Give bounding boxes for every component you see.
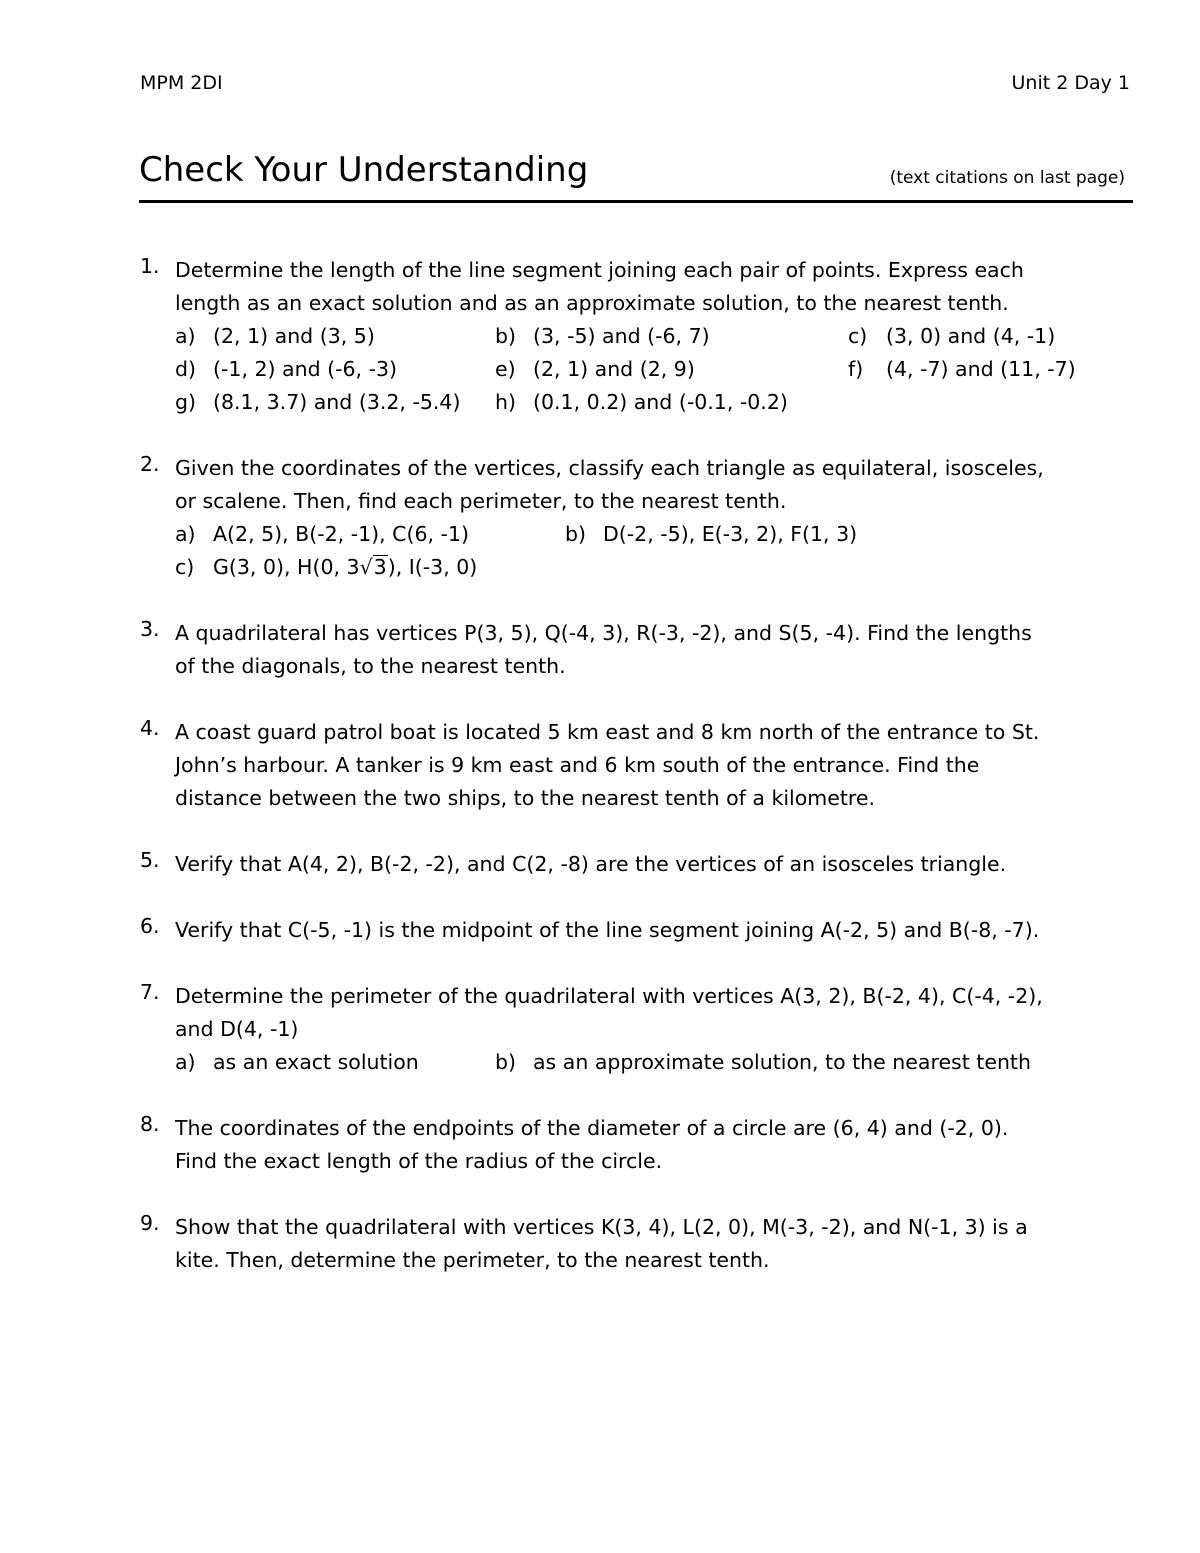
question-2 [140,452,1130,584]
part-e [495,353,695,386]
part-row [175,551,1130,584]
part-label: g) [175,390,197,414]
question-1 [140,254,1130,419]
part-row [175,353,1130,386]
part-row [175,518,1130,551]
part-text-after: ), I(-3, 0) [387,555,478,579]
question-3 [140,617,1130,683]
part-b [495,1046,1031,1079]
part-text-before: G(3, 0), H(0, 3 [213,555,360,579]
question-number: 4. [140,716,160,740]
question-number: 9. [140,1211,160,1235]
part-text: (2, 1) and (3, 5) [213,324,375,348]
part-text: (0.1, 0.2) and (-0.1, -0.2) [533,390,788,414]
question-4 [140,716,1130,815]
sqrt-symbol: √ [359,555,373,579]
question-9 [140,1211,1130,1277]
question-text-line: The coordinates of the endpoints of the diameter of a circle are (6, 4) and (-2, 0). [175,1116,1009,1140]
question-5 [140,848,1130,881]
question-number: 2. [140,452,160,476]
question-number: 6. [140,914,160,938]
question-text-line: Verify that C(-5, -1) is the midpoint of the line segment joining A(-2, 5) and B(-8, -7). [175,918,1040,942]
part-label: e) [495,357,516,381]
question-text-line: Find the exact length of the radius of the circle. [175,1149,663,1173]
question-number: 7. [140,980,160,1004]
part-label: a) [175,324,196,348]
question-text-line: kite. Then, determine the perimeter, to the nearest tenth. [175,1248,770,1272]
question-text-line: Determine the length of the line segment joining each pair of points. Express each [175,258,1024,282]
part-g [175,386,460,419]
question-number: 1. [140,254,160,278]
part-a [175,1046,419,1079]
part-text: (-1, 2) and (-6, -3) [213,357,398,381]
part-label: b) [495,1050,517,1074]
question-text-line: of the diagonals, to the nearest tenth. [175,654,566,678]
question-text-line: A quadrilateral has vertices P(3, 5), Q(-4, 3), R(-3, -2), and S(5, -4). Find the lengths [175,621,1032,645]
part-label: a) [175,1050,196,1074]
part-label: f) [848,357,864,381]
part-text: as an approximate solution, to the nearest tenth [533,1050,1031,1074]
title-row [139,144,1133,203]
question-text-line: and D(4, -1) [175,1017,299,1041]
question-7 [140,980,1130,1079]
question-text-line: distance between the two ships, to the nearest tenth of a kilometre. [175,786,875,810]
question-number: 8. [140,1112,160,1136]
part-a [175,320,375,353]
part-label: c) [848,324,868,348]
part-text: as an exact solution [213,1050,419,1074]
part-text: (3, 0) and (4, -1) [886,324,1056,348]
question-list [140,254,1130,1310]
part-text: (2, 1) and (2, 9) [533,357,695,381]
part-b [495,320,710,353]
part-f [848,353,1076,386]
question-text-line: Verify that A(4, 2), B(-2, -2), and C(2, -8) are the vertices of an isosceles triangle. [175,852,1007,876]
citation-note: (text citations on last page) [889,168,1125,188]
question-text-line: A coast guard patrol boat is located 5 km east and 8 km north of the entrance to St. [175,720,1040,744]
part-text: (3, -5) and (-6, 7) [533,324,710,348]
question-text-line: length as an exact solution and as an approximate solution, to the nearest tenth. [175,291,1009,315]
question-text-line: John’s harbour. A tanker is 9 km east and 6 km south of the entrance. Find the [175,753,980,777]
part-b [565,518,857,551]
course-code: MPM 2DI [140,72,223,94]
part-label: h) [495,390,516,414]
unit-day: Unit 2 Day 1 [1011,72,1130,94]
part-c [848,320,1055,353]
question-text-line: or scalene. Then, find each perimeter, to the nearest tenth. [175,489,787,513]
question-text-line: Show that the quadrilateral with vertices K(3, 4), L(2, 0), M(-3, -2), and N(-1, 3) is a [175,1215,1028,1239]
question-8 [140,1112,1130,1178]
part-row [175,320,1130,353]
part-a [175,518,469,551]
question-number: 3. [140,617,160,641]
part-label: c) [175,555,195,579]
part-h [495,386,788,419]
question-6 [140,914,1130,947]
part-label: a) [175,522,196,546]
question-text-line: Determine the perimeter of the quadrilateral with vertices A(3, 2), B(-2, 4), C(-4, -2), [175,984,1043,1008]
part-label: d) [175,357,197,381]
part-text: A(2, 5), B(-2, -1), C(6, -1) [213,522,469,546]
question-text-line: Given the coordinates of the vertices, classify each triangle as equilateral, isosceles, [175,456,1044,480]
part-text: (8.1, 3.7) and (3.2, -5.4) [213,390,461,414]
part-label: b) [495,324,517,348]
part-text: D(-2, -5), E(-3, 2), F(1, 3) [603,522,858,546]
part-text: (4, -7) and (11, -7) [886,357,1076,381]
part-c [175,551,477,584]
part-d [175,353,397,386]
page-title: Check Your Understanding [139,150,589,190]
part-label: b) [565,522,587,546]
question-number: 5. [140,848,160,872]
part-row [175,1046,1130,1079]
part-row [175,386,1130,419]
radicand: 3 [373,555,387,579]
